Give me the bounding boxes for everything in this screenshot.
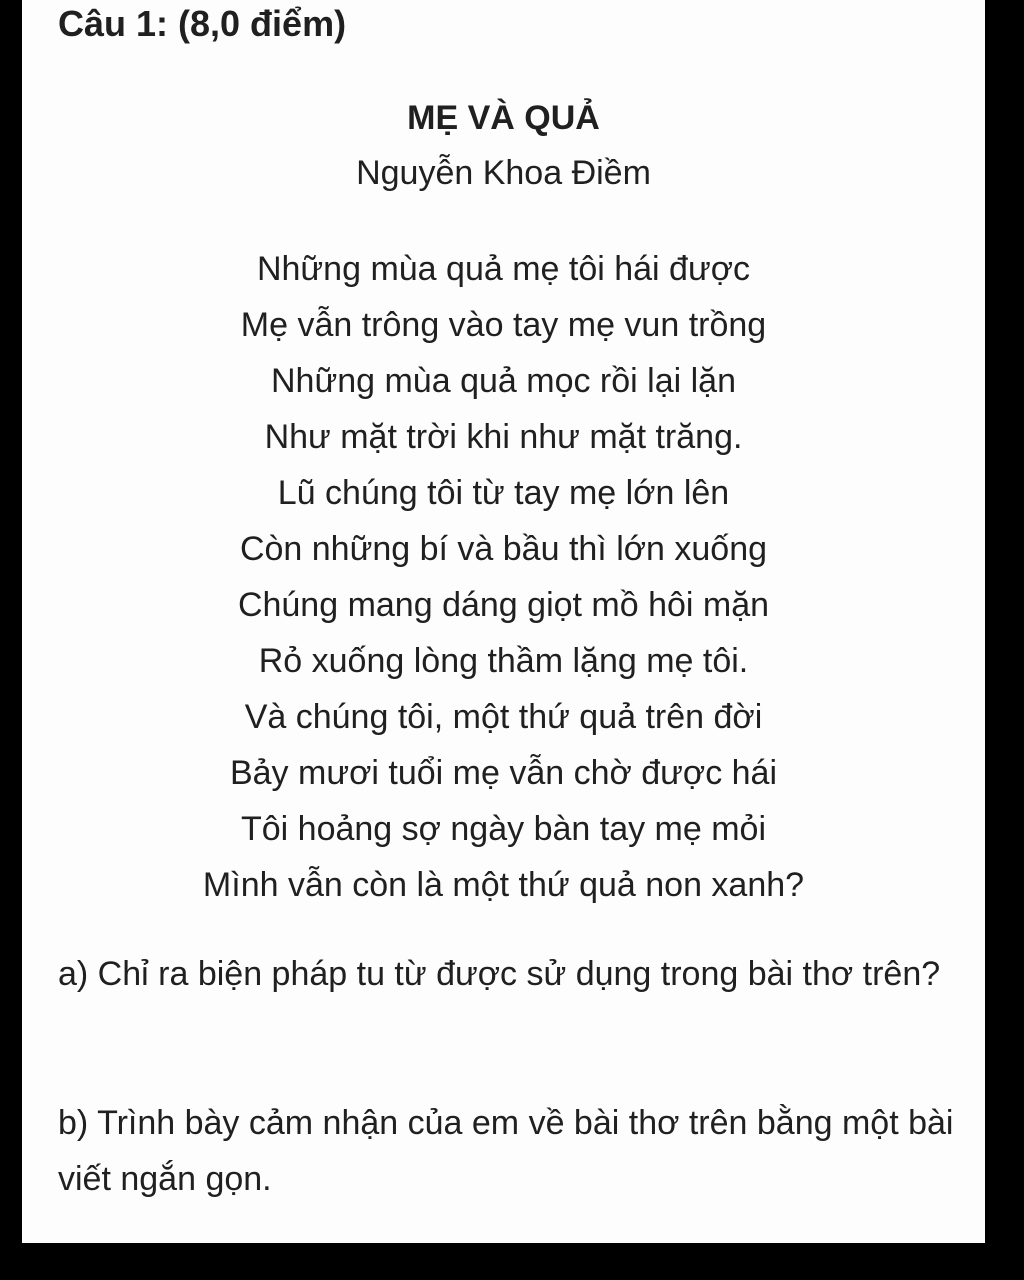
poem-title: MẸ VÀ QUẢ (407, 99, 600, 137)
poem-line: Chúng mang dáng giọt mồ hôi mặn (237, 586, 770, 624)
poem-body (22, 241, 985, 913)
task-a: a) Chỉ ra biện pháp tu từ được sử dụng trong bài thơ trên? (58, 955, 941, 993)
poem-line: Và chúng tôi, một thứ quả trên đời (244, 698, 763, 736)
poem-line: Còn những bí và bầu thì lớn xuống (239, 530, 768, 568)
poem-line: Tôi hoảng sợ ngày bàn tay mẹ mỏi (240, 810, 767, 848)
poem-line: Bảy mươi tuổi mẹ vẫn chờ được hái (229, 754, 778, 792)
poem-line: Như mặt trời khi như mặt trăng. (264, 418, 743, 456)
poem-line: Mình vẫn còn là một thứ quả non xanh? (202, 866, 805, 904)
question-heading: Câu 1: (8,0 điểm) (58, 3, 347, 44)
poem-author: Nguyễn Khoa Điềm (356, 154, 651, 192)
poem-line: Rỏ xuống lòng thầm lặng mẹ tôi. (258, 642, 749, 680)
poem-line: Mẹ vẫn trông vào tay mẹ vun trồng (240, 306, 767, 344)
document-page (22, 0, 985, 1243)
poem-line: Những mùa quả mọc rồi lại lặn (271, 362, 736, 400)
poem-line: Lũ chúng tôi từ tay mẹ lớn lên (277, 474, 730, 512)
task-b: b) Trình bày cảm nhận của em về bài thơ trên bằng một bài viết ngắn gọn. (58, 1104, 954, 1198)
poem-line: Những mùa quả mẹ tôi hái được (256, 250, 751, 288)
